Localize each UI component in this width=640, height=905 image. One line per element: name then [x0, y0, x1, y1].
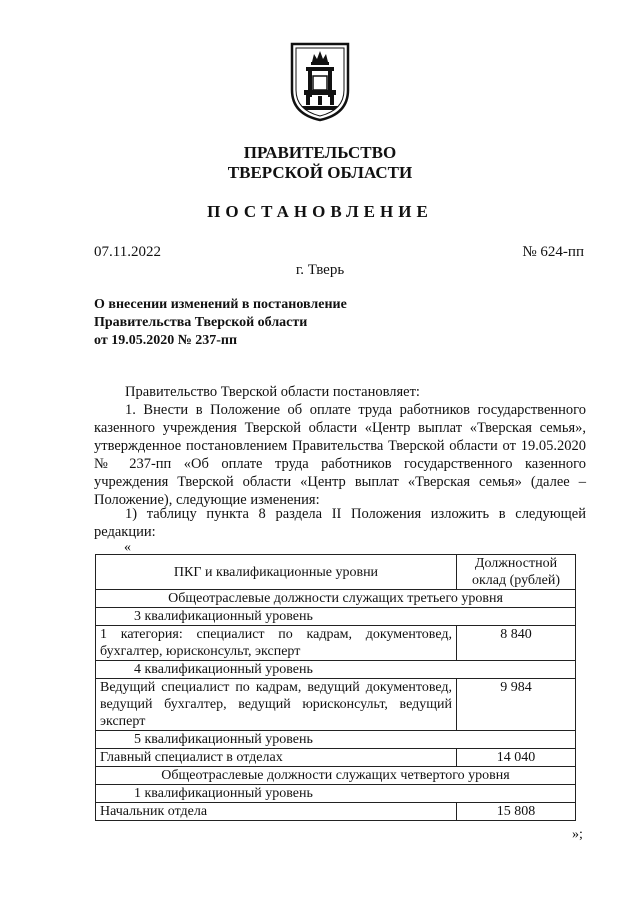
document-date: 07.11.2022: [94, 244, 161, 260]
table-row: [96, 785, 576, 803]
org-name-line2: ТВЕРСКОЙ ОБЛАСТИ: [227, 163, 413, 182]
group-heading: Общеотраслевые должности служащих третьего уровня: [96, 590, 576, 608]
intro-paragraph: Правительство Тверской области постановляет:: [125, 384, 420, 400]
position-cell: Главный специалист в отделах: [96, 749, 457, 767]
table-row: [96, 679, 576, 731]
salary-cell: 8 840: [457, 626, 576, 661]
level-heading: 5 квалификационный уровень: [96, 731, 576, 749]
table-row: [96, 661, 576, 679]
paragraph-1: 1. Внести в Положение об оплате труда работников государственного казенного учреждения Тверской области «Центр выплат «Тверская семья», утвержденное постановлением Правительства Тверской области от 19.05.2020 № 237-пп «Об оплате труда работников государственного казенного учреждения Тверской области «Центр выплат «Тверская семья» (далее – Положение), следующие изменения:: [94, 402, 586, 508]
table-row: [96, 731, 576, 749]
level-heading: 3 квалификационный уровень: [96, 608, 576, 626]
table-row: [96, 749, 576, 767]
salary-cell: 9 984: [457, 679, 576, 731]
document-type: ПОСТАНОВЛЕНИЕ: [207, 202, 433, 221]
group-heading: Общеотраслевые должности служащих четвертого уровня: [96, 767, 576, 785]
column-header: ПКГ и квалификационные уровни: [96, 555, 457, 590]
tver-coat-of-arms-icon: [288, 40, 352, 122]
quote-close: »;: [572, 827, 583, 842]
document-city: г. Тверь: [295, 262, 345, 278]
salary-cell: 15 808: [457, 803, 576, 821]
position-cell: Ведущий специалист по кадрам, ведущий документовед, ведущий бухгалтер, ведущий юрисконсульт, ведущий эксперт: [96, 679, 457, 731]
salary-cell: 14 040: [457, 749, 576, 767]
subject-line: от 19.05.2020 № 237-пп: [94, 333, 238, 348]
table-row: [96, 803, 576, 821]
subject-line: О внесении изменений в постановление: [94, 297, 347, 312]
position-cell: Начальник отдела: [96, 803, 457, 821]
salary-table: [95, 554, 576, 821]
table-header-row: [96, 555, 576, 590]
subject-line: Правительства Тверской области: [94, 315, 308, 330]
document-number: № 624-пп: [522, 244, 584, 260]
paragraph-2: 1) таблицу пункта 8 раздела II Положения изложить в следующей редакции:: [94, 506, 586, 540]
level-heading: 4 квалификационный уровень: [96, 661, 576, 679]
table-row: [96, 608, 576, 626]
document-subject: [94, 296, 347, 350]
table-row: [96, 590, 576, 608]
org-name-line1: ПРАВИТЕЛЬСТВО: [243, 143, 397, 162]
position-cell: 1 категория: специалист по кадрам, документовед, бухгалтер, юрисконсульт, эксперт: [96, 626, 457, 661]
table-row: [96, 626, 576, 661]
table-row: [96, 767, 576, 785]
column-header: Должностной оклад (рублей): [457, 555, 576, 590]
level-heading: 1 квалификационный уровень: [96, 785, 576, 803]
quote-open: «: [124, 540, 131, 555]
